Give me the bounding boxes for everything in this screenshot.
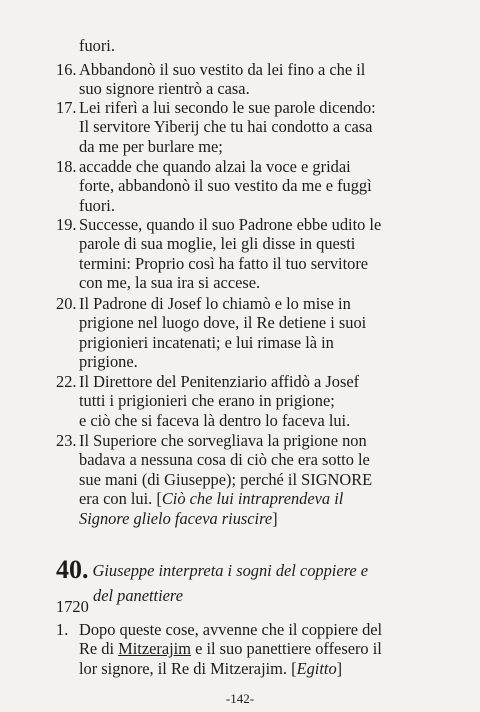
verse-line: parole di sua moglie, lei gli disse in questi bbox=[79, 234, 356, 254]
verse-number: 23. bbox=[56, 431, 77, 450]
verse-line: Il Padrone di Josef lo chiamò e lo mise in bbox=[79, 294, 351, 313]
chapter-title: Giuseppe interpreta i sogni del coppiere e bbox=[92, 561, 369, 580]
verse-16 bbox=[56, 60, 416, 99]
verse-line bbox=[56, 509, 416, 528]
verse-number: 19. bbox=[56, 215, 77, 234]
verse-15-continuation bbox=[56, 36, 416, 55]
year-marker: 1720 bbox=[56, 597, 89, 616]
verse-number: 1. bbox=[56, 620, 69, 639]
verse-line: Lei riferì a lui secondo le sue parole dicendo: bbox=[79, 98, 376, 117]
verse-line: fuori. bbox=[79, 195, 115, 215]
verse-18 bbox=[56, 157, 416, 215]
verse-line: Il Direttore del Penitenziario affidò a Josef bbox=[79, 372, 360, 391]
verse-number: 20. bbox=[56, 294, 77, 313]
verse-italic-note: Signore glielo faceva riuscire bbox=[79, 508, 273, 528]
page-number: -142- bbox=[225, 691, 255, 706]
verse-line bbox=[56, 639, 416, 658]
verse-line: tutti i prigionieri che erano in prigione; bbox=[79, 391, 335, 411]
verse-text: ] bbox=[336, 658, 343, 678]
verse-line: prigione. bbox=[79, 352, 138, 372]
verse-20 bbox=[56, 294, 416, 372]
verse-line bbox=[56, 659, 416, 678]
verse-number: 18. bbox=[56, 157, 77, 176]
verse-17 bbox=[56, 98, 416, 156]
verse-22 bbox=[56, 372, 416, 430]
verse-line: forte, abbandonò il suo vestito da me e fuggì bbox=[79, 176, 372, 196]
verse-line: suo signore rientrò a casa. bbox=[79, 79, 250, 99]
verse-line: badava a nessuna cosa di ciò che era sotto le bbox=[79, 450, 370, 470]
verse-line: Il Superiore che sorvegliava la prigione non bbox=[79, 431, 367, 450]
verse-italic-note: Egitto bbox=[296, 658, 337, 678]
verse-line: termini: Proprio così ha fatto il tuo servitore bbox=[79, 253, 369, 273]
verse-text: lor signore, il Re di Mitzerajim. [ bbox=[79, 658, 297, 678]
verse-text: e il suo panettiere offesero il bbox=[190, 639, 382, 659]
verse-number: 16. bbox=[56, 60, 77, 79]
verse-line: fuori. bbox=[79, 36, 115, 55]
verse-text: Re di bbox=[79, 639, 119, 659]
verse-23 bbox=[56, 431, 416, 528]
verse-number: 17. bbox=[56, 98, 77, 117]
verse-19 bbox=[56, 215, 416, 293]
chapter-title-cont: del panettiere bbox=[93, 586, 183, 605]
verse-number: 22. bbox=[56, 372, 77, 391]
verse-line: con me, la sua ira si accese. bbox=[79, 273, 261, 293]
verse-line: e ciò che si faceva là dentro lo faceva lui. bbox=[79, 410, 351, 430]
verse-line: sue mani (di Giuseppe); perché il SIGNORE bbox=[79, 469, 373, 489]
chapter-number: 40. bbox=[56, 555, 89, 584]
underlined-term: Mitzerajim bbox=[118, 639, 191, 659]
verse-text: era con lui. [ bbox=[79, 489, 162, 509]
verse-line: Dopo queste cose, avvenne che il coppiere del bbox=[79, 620, 383, 639]
verse-line: prigione nel luogo dove, il Re detiene i suoi bbox=[79, 313, 367, 333]
verse-line: Il servitore Yiberij che tu hai condotto a casa bbox=[79, 117, 373, 137]
verse-line: accadde che quando alzai la voce e gridai bbox=[79, 157, 351, 176]
verse-line: Successe, quando il suo Padrone ebbe udito le bbox=[79, 215, 382, 234]
verse-line: prigionieri incatenati; e lui rimase là in bbox=[79, 332, 334, 352]
verse-text: ] bbox=[272, 508, 278, 528]
chapter-heading bbox=[56, 555, 416, 607]
verse-line: da me per burlare me; bbox=[79, 136, 223, 156]
verse-1 bbox=[56, 620, 416, 678]
verse-line: Abbandonò il suo vestito da lei fino a che il bbox=[79, 60, 366, 79]
verse-italic-note: Ciò che lui intraprendeva il bbox=[161, 489, 344, 509]
verse-line bbox=[56, 489, 416, 508]
